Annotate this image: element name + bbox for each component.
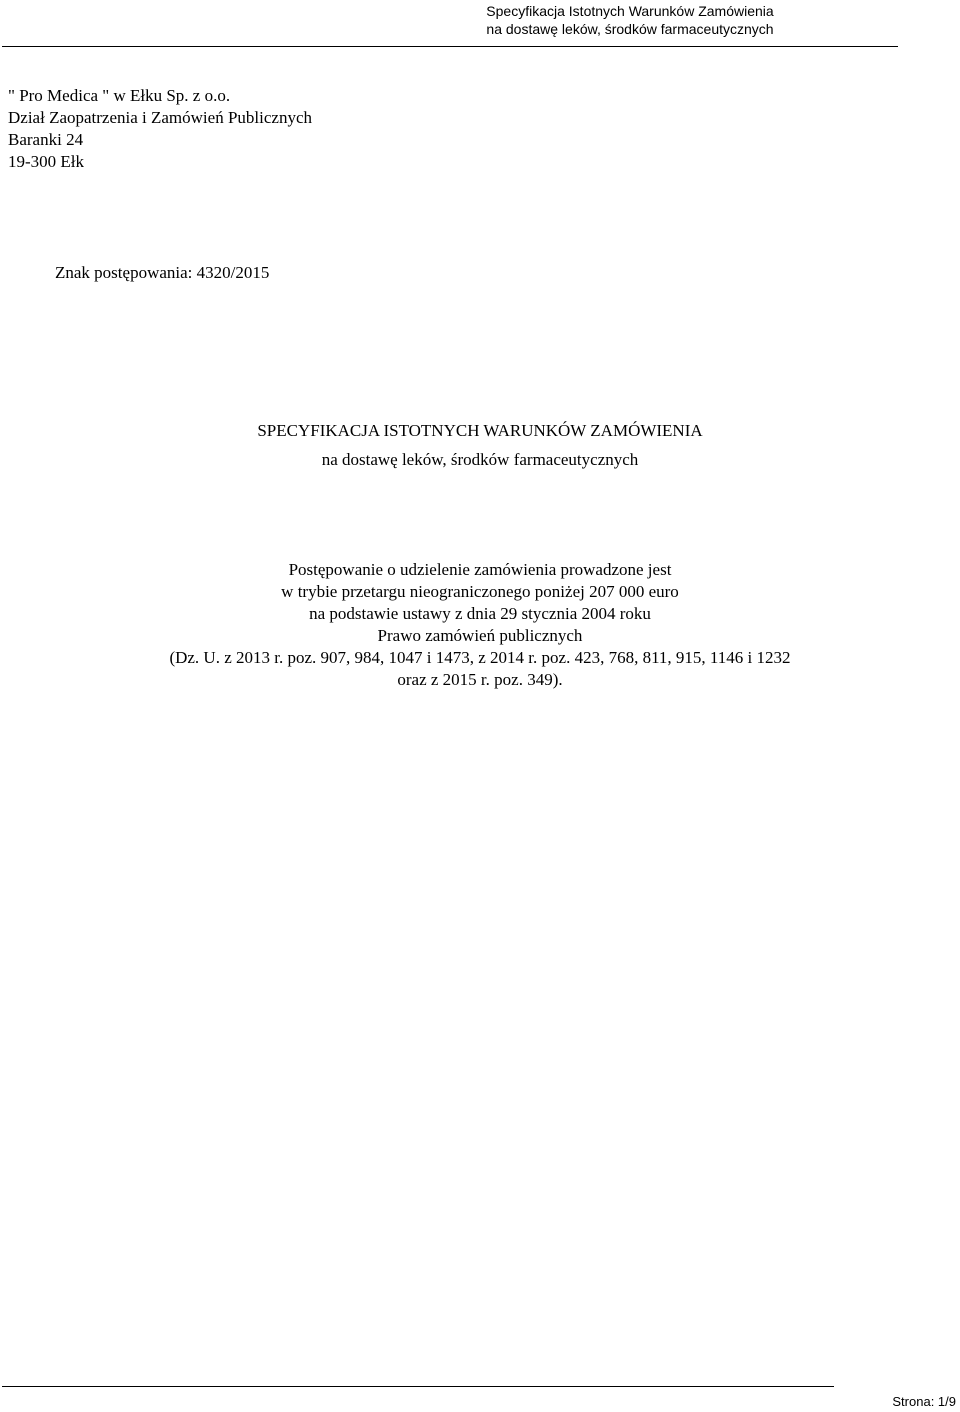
procedure-line: Prawo zamówień publicznych — [377, 626, 583, 645]
case-number: Znak postępowania: 4320/2015 — [55, 263, 270, 282]
address-street: Baranki 24 — [8, 130, 84, 149]
procedure-line: Postępowanie o udzielenie zamówienia prowadzone jest — [288, 560, 672, 579]
procedure-line: oraz z 2015 r. poz. 349). — [397, 670, 563, 689]
procedure-line: w trybie przetargu nieograniczonego poniżej 207 000 euro — [281, 582, 679, 601]
header-document-subtitle: na dostawę leków, środków farmaceutycznych — [486, 21, 774, 37]
document-title: SPECYFIKACJA ISTOTNYCH WARUNKÓW ZAMÓWIENIA — [257, 421, 703, 440]
address-company-name: " Pro Medica " w Ełku Sp. z o.o. — [8, 86, 231, 105]
address-city: 19-300 Ełk — [8, 152, 85, 171]
footer-divider — [2, 1386, 834, 1387]
header-divider — [2, 46, 898, 47]
header-document-title: Specyfikacja Istotnych Warunków Zamówienia — [486, 3, 774, 19]
procedure-line: (Dz. U. z 2013 r. poz. 907, 984, 1047 i 1473, z 2014 r. poz. 423, 768, 811, 915, 1146 i 1232 — [169, 648, 791, 667]
address-department: Dział Zaopatrzenia i Zamówień Publicznych — [8, 108, 312, 127]
procedure-line: na podstawie ustawy z dnia 29 stycznia 2004 roku — [309, 604, 651, 623]
document-subtitle: na dostawę leków, środków farmaceutycznych — [321, 450, 639, 469]
page-number: Strona: 1/9 — [892, 1394, 956, 1409]
